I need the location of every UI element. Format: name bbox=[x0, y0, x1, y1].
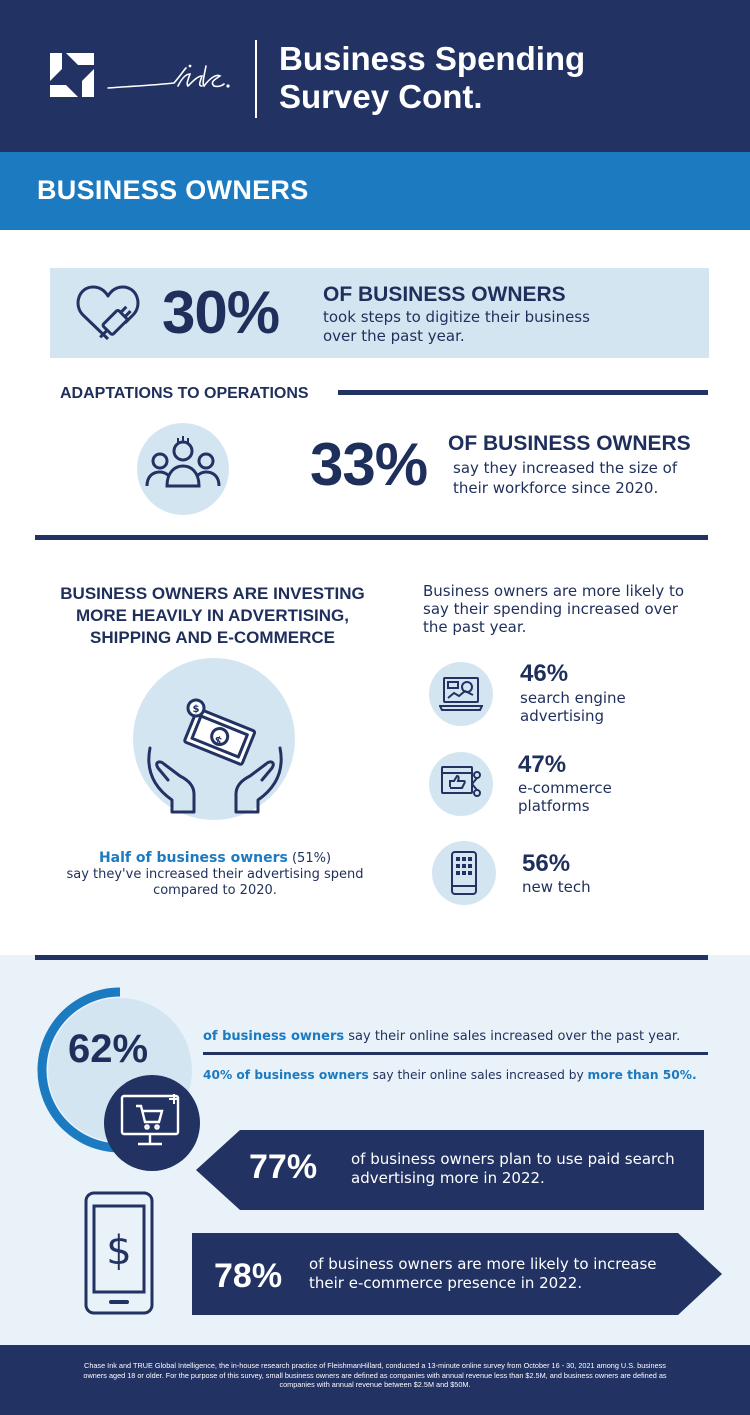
footer-note: Chase Ink and TRUE Global Intelligence, the in-house research practice of FleishmanHillard, conducted a 13-minute online survey from October 16 - 30, 2021 among U.S. business owners aged 18 or older. For the purpose of this survey, small business owners are defined as companies with annual revenue less than $2.5M, and business owners are defined as companies with annual revenue between $2.5M and $50M. bbox=[83, 1361, 667, 1389]
heart-plug-icon bbox=[75, 281, 141, 345]
svg-text:$: $ bbox=[212, 733, 224, 749]
svg-text:$: $ bbox=[192, 704, 200, 715]
phone-dollar-icon bbox=[83, 1190, 155, 1316]
paid-search-text: of business owners plan to use paid search advertising more in 2022. bbox=[351, 1150, 675, 1187]
ink-wordmark bbox=[106, 56, 236, 100]
phone-apps-icon bbox=[450, 850, 478, 896]
spending-intro: Business owners are more likely to say their spending increased over the past year. bbox=[423, 582, 685, 636]
workforce-stat-heading: OF BUSINESS OWNERS bbox=[448, 432, 691, 455]
spending-label-3: new tech bbox=[522, 878, 591, 896]
digitize-stat-description: took steps to digitize their business over the past year. bbox=[323, 308, 590, 345]
laptop-analytics-icon bbox=[439, 674, 483, 714]
adaptations-rule bbox=[338, 390, 708, 395]
people-group-icon bbox=[143, 434, 223, 494]
spending-value-2: 47% bbox=[518, 751, 567, 778]
section-rule bbox=[35, 955, 708, 960]
online-sales-text bbox=[203, 1029, 703, 1044]
spending-value-3: 56% bbox=[522, 850, 571, 877]
online-sales-rest: say their online sales increased over the past year. bbox=[348, 1029, 681, 1044]
spending-label-1: search engine advertising bbox=[520, 689, 626, 725]
investing-heading: BUSINESS OWNERS ARE INVESTING MORE HEAVILY IN ADVERTISING, SHIPPING AND E-COMMERCE bbox=[60, 584, 365, 647]
digitize-stat-value: 30% bbox=[162, 279, 280, 346]
browser-thumbs-up-icon bbox=[440, 763, 484, 805]
digitize-stat-heading: OF BUSINESS OWNERS bbox=[323, 283, 566, 306]
page-title: Business Spending Survey Cont. bbox=[279, 40, 586, 115]
monitor-cart-icon bbox=[116, 1090, 188, 1150]
online-sales-subtext bbox=[203, 1068, 708, 1082]
paid-search-value: 77% bbox=[249, 1148, 318, 1186]
caption-pct: (51%) bbox=[291, 851, 332, 866]
online-sales-highlight: of business owners bbox=[203, 1029, 345, 1044]
ecommerce-value: 78% bbox=[214, 1257, 283, 1295]
online-sub-mid: say their online sales increased by bbox=[372, 1068, 584, 1082]
workforce-stat-value: 33% bbox=[310, 431, 428, 498]
online-sub-highlight: 40% of business owners bbox=[203, 1068, 369, 1082]
online-sales-rule bbox=[203, 1052, 708, 1055]
online-sub-end: more than 50%. bbox=[587, 1068, 697, 1082]
spending-value-1: 46% bbox=[520, 660, 569, 687]
section-title: BUSINESS OWNERS bbox=[37, 175, 309, 205]
investing-caption bbox=[50, 850, 380, 899]
section-rule bbox=[35, 535, 708, 540]
chase-octagon-icon bbox=[50, 53, 94, 97]
spending-label-2: e-commerce platforms bbox=[518, 779, 612, 815]
caption-rest: say they've increased their advertising spend compared to 2020. bbox=[66, 867, 364, 898]
adaptations-heading: ADAPTATIONS TO OPERATIONS bbox=[60, 385, 309, 402]
header-divider bbox=[255, 40, 257, 118]
online-sales-value: 62% bbox=[68, 1027, 149, 1071]
caption-highlight: Half of business owners bbox=[98, 850, 288, 866]
workforce-stat-description: say they increased the size of their workforce since 2020. bbox=[453, 459, 678, 497]
hands-money-icon bbox=[140, 690, 290, 820]
svg-text:$: $ bbox=[106, 1228, 132, 1274]
ecommerce-text: of business owners are more likely to increase their e-commerce presence in 2022. bbox=[309, 1255, 657, 1292]
